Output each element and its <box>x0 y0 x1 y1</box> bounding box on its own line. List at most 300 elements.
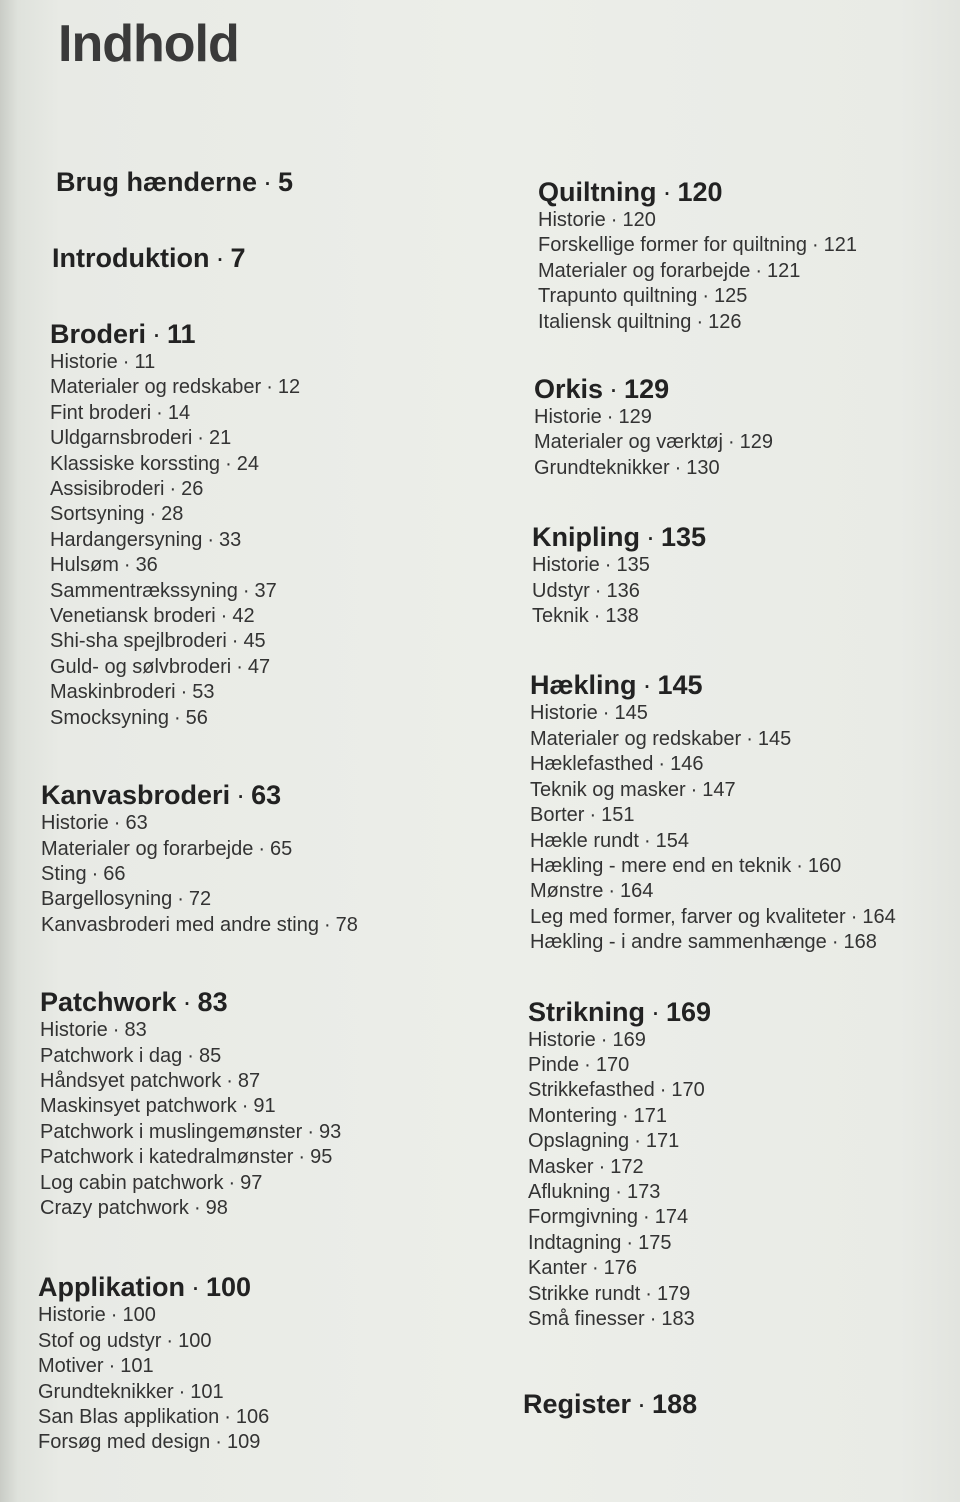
section-page-number: 63 <box>251 780 282 811</box>
entry-page-number: 164 <box>620 880 654 903</box>
entry-page-number: 66 <box>103 862 126 885</box>
separator-dot: · <box>598 1155 606 1178</box>
separator-dot: · <box>191 1272 200 1303</box>
entry-page-number: 121 <box>823 234 858 257</box>
section-entries <box>40 1018 470 1221</box>
toc-entry <box>50 528 470 553</box>
section-page-number: 83 <box>197 987 228 1018</box>
section-title: Patchwork <box>40 987 177 1018</box>
section-heading <box>52 242 470 274</box>
section-page-number: 11 <box>167 319 196 349</box>
entry-page-number: 183 <box>661 1308 695 1330</box>
entry-page-number: 98 <box>205 1196 228 1219</box>
separator-dot: · <box>166 1329 174 1352</box>
toc-entry <box>530 829 948 854</box>
separator-dot: · <box>323 913 331 936</box>
entry-page-number: 72 <box>188 888 212 911</box>
toc-entry <box>50 604 470 629</box>
entry-label: Log cabin patchwork <box>40 1171 224 1194</box>
separator-dot: · <box>220 605 228 628</box>
separator-dot: · <box>226 1069 233 1092</box>
separator-dot: · <box>690 778 698 801</box>
toc-entry <box>530 701 948 726</box>
entry-label: Forskellige former for quiltning <box>538 234 807 257</box>
toc-section-register <box>523 1388 948 1420</box>
entry-label: Materialer og forarbejde <box>538 259 751 282</box>
entry-label: Teknik <box>532 605 589 628</box>
entry-label: Crazy patchwork <box>40 1196 189 1219</box>
separator-dot: · <box>182 987 192 1018</box>
toc-section-kanvasbroderi <box>41 779 470 938</box>
entry-label: Kanter <box>528 1257 587 1280</box>
entry-label: Strikke rundt <box>528 1282 641 1305</box>
separator-dot: · <box>626 1231 634 1254</box>
separator-dot: · <box>755 259 763 282</box>
separator-dot: · <box>263 167 273 197</box>
separator-dot: · <box>187 1044 194 1067</box>
entry-page-number: 93 <box>318 1120 342 1143</box>
entry-page-number: 147 <box>702 778 736 801</box>
entry-label: Historie <box>528 1028 596 1051</box>
entry-page-number: 171 <box>645 1130 680 1153</box>
separator-dot: · <box>651 996 661 1027</box>
separator-dot: · <box>231 630 239 653</box>
entry-label: Uldgarnsbroderi <box>50 427 193 450</box>
separator-dot: · <box>225 452 232 475</box>
entry-label: Leg med former, farver og kvaliteter <box>530 905 846 928</box>
entry-page-number: 83 <box>124 1019 147 1042</box>
section-entries <box>534 405 948 481</box>
separator-dot: · <box>696 310 704 333</box>
entry-page-number: 24 <box>236 452 259 475</box>
entry-label: Sortsyning <box>50 503 145 526</box>
section-heading <box>534 373 948 405</box>
separator-dot: · <box>149 503 157 526</box>
section-title: Brug hænderne <box>56 167 258 197</box>
entry-label: Indtagning <box>528 1231 622 1254</box>
entry-label: Assisibroderi <box>50 478 165 501</box>
toc-entry <box>528 1078 948 1103</box>
entry-page-number: 138 <box>605 605 639 628</box>
entry-page-number: 63 <box>125 812 148 835</box>
toc-entry <box>41 862 470 887</box>
separator-dot: · <box>621 1104 629 1127</box>
separator-dot: · <box>584 1053 591 1076</box>
toc-section-applikation <box>38 1271 470 1455</box>
entry-page-number: 21 <box>208 427 232 450</box>
entry-page-number: 14 <box>167 401 191 424</box>
section-heading <box>538 176 948 208</box>
toc-entry <box>50 680 470 705</box>
separator-dot: · <box>610 209 618 231</box>
toc-entry <box>528 1155 948 1180</box>
toc-section-orkis <box>534 373 948 481</box>
separator-dot: · <box>122 351 130 373</box>
section-heading <box>528 996 948 1028</box>
toc-entry <box>50 706 470 731</box>
toc-entry <box>528 1104 948 1129</box>
toc-entry <box>534 430 948 455</box>
toc-entry <box>532 579 948 604</box>
toc-entry <box>528 1205 948 1230</box>
separator-dot: · <box>298 1146 306 1169</box>
entry-page-number: 65 <box>270 837 293 860</box>
separator-dot: · <box>156 401 163 424</box>
entry-page-number: 169 <box>612 1028 646 1051</box>
entry-page-number: 136 <box>606 579 640 602</box>
toc-entry <box>50 629 470 654</box>
section-heading <box>41 779 470 811</box>
toc-entry <box>40 1120 470 1145</box>
entry-page-number: 37 <box>254 579 277 602</box>
entry-page-number: 11 <box>134 351 156 373</box>
section-heading <box>38 1271 470 1303</box>
entry-page-number: 168 <box>843 931 877 954</box>
separator-dot: · <box>591 1257 599 1280</box>
section-title: Applikation <box>38 1272 185 1303</box>
toc-entry <box>528 1129 948 1154</box>
entry-label: Historie <box>50 351 118 373</box>
entry-label: Fint broderi <box>50 401 152 424</box>
entry-label: Forsøg med design <box>38 1431 211 1454</box>
toc-entry <box>538 208 948 233</box>
separator-dot: · <box>266 376 273 399</box>
toc-entry <box>50 452 470 477</box>
section-page-number: 135 <box>660 522 707 553</box>
toc-entry <box>38 1354 470 1379</box>
separator-dot: · <box>236 780 246 811</box>
entry-label: Teknik og masker <box>530 778 686 801</box>
entry-page-number: 120 <box>622 209 656 231</box>
page-title: Indhold <box>58 15 239 73</box>
entry-page-number: 47 <box>247 655 271 678</box>
toc-entry <box>41 811 470 836</box>
toc-entry <box>530 803 948 828</box>
toc-entry <box>38 1430 470 1455</box>
separator-dot: · <box>173 706 181 729</box>
section-heading <box>532 521 948 553</box>
separator-dot: · <box>169 478 177 501</box>
separator-dot: · <box>727 431 735 454</box>
section-heading <box>530 669 948 701</box>
separator-dot: · <box>178 1380 186 1403</box>
toc-entry <box>538 284 948 309</box>
separator-dot: · <box>110 1304 118 1327</box>
entry-label: Hækling - i andre sammenhænge <box>530 931 827 954</box>
separator-dot: · <box>236 655 243 678</box>
toc-entry <box>528 1282 948 1307</box>
entry-label: Venetiansk broderi <box>50 605 216 628</box>
entry-label: Trapunto quiltning <box>538 285 698 308</box>
separator-dot: · <box>307 1120 314 1143</box>
toc-entry <box>40 1145 470 1170</box>
entry-label: Historie <box>534 406 602 429</box>
toc-entry <box>534 456 948 481</box>
entry-page-number: 145 <box>614 702 648 725</box>
entry-label: Maskinsyet patchwork <box>40 1095 237 1118</box>
toc-left-column <box>40 166 470 1456</box>
entry-label: Materialer og forarbejde <box>41 837 254 860</box>
entry-page-number: 85 <box>198 1044 222 1067</box>
toc-entry <box>530 930 948 955</box>
entry-page-number: 106 <box>235 1406 270 1428</box>
separator-dot: · <box>215 243 225 273</box>
toc-entry <box>38 1303 470 1328</box>
separator-dot: · <box>645 522 655 553</box>
separator-dot: · <box>812 234 819 257</box>
section-page-number: 5 <box>278 167 294 197</box>
entry-label: Historie <box>41 812 109 835</box>
entry-label: Aflukning <box>528 1180 611 1203</box>
toc-entry <box>538 259 948 284</box>
section-entries <box>50 350 470 731</box>
section-title: Register <box>523 1389 632 1420</box>
separator-dot: · <box>674 456 682 479</box>
toc-entry <box>530 752 948 777</box>
section-title: Kanvasbroderi <box>41 780 231 811</box>
toc-entry <box>538 310 948 335</box>
entry-page-number: 146 <box>670 753 704 776</box>
separator-dot: · <box>241 1095 249 1118</box>
entry-page-number: 101 <box>120 1355 154 1378</box>
toc-entry <box>530 727 948 752</box>
entry-page-number: 129 <box>739 431 773 454</box>
section-heading <box>56 166 470 198</box>
toc-entry <box>530 854 948 879</box>
separator-dot: · <box>193 1196 201 1219</box>
entry-page-number: 172 <box>610 1155 644 1178</box>
separator-dot: · <box>615 1180 622 1203</box>
entry-label: Hæklefasthed <box>530 753 654 776</box>
entry-page-number: 175 <box>638 1231 672 1254</box>
entry-label: Patchwork i katedralmønster <box>40 1146 294 1169</box>
section-page-number: 7 <box>230 243 246 273</box>
entry-label: Grundteknikker <box>534 456 670 479</box>
toc-entry <box>530 905 948 930</box>
entry-page-number: 91 <box>253 1095 276 1118</box>
toc-right-column <box>523 176 948 1420</box>
entry-label: Grundteknikker <box>38 1380 174 1403</box>
entry-label: Bargellosyning <box>41 888 173 911</box>
entry-label: Udstyr <box>532 579 590 602</box>
toc-entry <box>41 913 470 938</box>
entry-page-number: 121 <box>767 259 801 282</box>
entry-label: Motiver <box>38 1355 104 1378</box>
toc-section-brug-haenderne <box>56 166 470 198</box>
section-entries <box>532 553 948 629</box>
entry-label: Guld- og sølvbroderi <box>50 655 232 678</box>
entry-page-number: 101 <box>190 1380 224 1403</box>
entry-label: Mønstre <box>530 880 604 903</box>
separator-dot: · <box>180 681 188 704</box>
toc-entry <box>528 1231 948 1256</box>
entry-page-number: 154 <box>655 829 689 852</box>
section-heading <box>50 318 470 350</box>
toc-entry <box>50 401 470 426</box>
entry-page-number: 145 <box>757 727 792 750</box>
entry-label: Masker <box>528 1155 594 1178</box>
separator-dot: · <box>637 1389 647 1420</box>
entry-label: Små finesser <box>528 1308 645 1330</box>
entry-page-number: 26 <box>181 478 204 501</box>
section-page-number: 145 <box>657 670 703 701</box>
entry-label: Italiensk quiltning <box>538 310 692 333</box>
separator-dot: · <box>702 285 710 308</box>
entry-page-number: 28 <box>161 503 184 526</box>
entry-page-number: 135 <box>616 554 650 577</box>
entry-label: Materialer og redskaber <box>530 727 742 750</box>
entry-page-number: 126 <box>708 310 742 333</box>
entry-label: Stof og udstyr <box>38 1329 162 1352</box>
toc-entry <box>50 553 470 578</box>
toc-entry <box>528 1256 948 1281</box>
entry-label: Historie <box>532 554 600 577</box>
toc-entry <box>534 405 948 430</box>
toc-entry <box>528 1028 948 1053</box>
entry-page-number: 109 <box>226 1431 261 1454</box>
section-heading <box>40 986 470 1018</box>
toc-section-haekling <box>530 669 948 955</box>
entry-label: Strikkefasthed <box>528 1079 655 1102</box>
entry-label: Opslagning <box>528 1130 630 1153</box>
separator-dot: · <box>634 1130 641 1153</box>
entry-label: Historie <box>38 1304 106 1327</box>
toc-entry <box>50 426 470 451</box>
toc-entry <box>40 1196 470 1221</box>
toc-section-broderi <box>50 318 470 731</box>
toc-entry <box>40 1171 470 1196</box>
toc-entry <box>50 477 470 502</box>
toc-entry <box>50 655 470 680</box>
toc-entry <box>40 1094 470 1119</box>
entry-label: Historie <box>40 1019 108 1042</box>
toc-entry <box>50 350 470 375</box>
separator-dot: · <box>643 1206 650 1229</box>
toc-section-patchwork <box>40 986 470 1221</box>
entry-page-number: 42 <box>232 605 255 628</box>
separator-dot: · <box>643 829 651 852</box>
toc-entry <box>38 1380 470 1405</box>
section-page-number: 129 <box>624 374 670 405</box>
separator-dot: · <box>589 804 597 827</box>
section-title: Knipling <box>532 522 640 553</box>
section-title: Quiltning <box>538 177 657 207</box>
entry-page-number: 33 <box>219 528 242 551</box>
entry-page-number: 100 <box>178 1329 212 1352</box>
toc-entry <box>528 1307 948 1332</box>
toc-entry <box>40 1018 470 1043</box>
separator-dot: · <box>606 406 614 429</box>
section-entries <box>528 1028 948 1333</box>
entry-label: Patchwork i muslingemønster <box>40 1120 303 1143</box>
entry-page-number: 179 <box>656 1282 691 1305</box>
separator-dot: · <box>658 753 666 776</box>
separator-dot: · <box>207 528 214 551</box>
toc-entry <box>40 1044 470 1069</box>
entry-label: Hækle rundt <box>530 829 639 852</box>
entry-label: Hækling - mere end en teknik <box>530 854 792 877</box>
entry-label: Smocksyning <box>50 706 169 729</box>
separator-dot: · <box>649 1308 657 1330</box>
separator-dot: · <box>112 1019 120 1042</box>
entry-label: Materialer og redskaber <box>50 376 262 399</box>
separator-dot: · <box>224 1406 231 1428</box>
entry-page-number: 176 <box>603 1257 637 1280</box>
toc-entry <box>50 375 470 400</box>
entry-label: Materialer og værktøj <box>534 431 723 454</box>
separator-dot: · <box>609 374 619 405</box>
separator-dot: · <box>604 554 612 577</box>
entry-label: Håndsyet patchwork <box>40 1069 222 1092</box>
entry-label: Shi-sha spejlbroderi <box>50 630 227 653</box>
entry-page-number: 171 <box>633 1104 667 1127</box>
entry-label: Hulsøm <box>50 554 119 577</box>
separator-dot: · <box>659 1079 667 1102</box>
toc-entry <box>38 1405 470 1430</box>
entry-label: Borter <box>530 804 585 827</box>
entry-page-number: 36 <box>135 554 158 577</box>
entry-page-number: 151 <box>601 804 635 827</box>
entry-page-number: 97 <box>240 1171 263 1194</box>
toc-entry <box>41 887 470 912</box>
separator-dot: · <box>746 727 753 750</box>
toc-entry <box>532 553 948 578</box>
separator-dot: · <box>258 837 266 860</box>
separator-dot: · <box>108 1355 116 1378</box>
separator-dot: · <box>645 1282 652 1305</box>
separator-dot: · <box>91 862 99 885</box>
toc-entry <box>40 1069 470 1094</box>
entry-page-number: 170 <box>595 1053 630 1076</box>
toc-entry <box>538 233 948 258</box>
entry-label: San Blas applikation <box>38 1406 220 1428</box>
entry-label: Klassiske korssting <box>50 452 221 475</box>
entry-page-number: 87 <box>237 1069 261 1092</box>
separator-dot: · <box>608 880 616 903</box>
separator-dot: · <box>831 931 839 954</box>
separator-dot: · <box>123 554 131 577</box>
entry-label: Patchwork i dag <box>40 1044 183 1067</box>
section-entries <box>38 1303 470 1455</box>
entry-label: Pinde <box>528 1053 580 1076</box>
section-page-number: 169 <box>666 996 712 1027</box>
section-page-number: 100 <box>206 1272 252 1303</box>
entry-page-number: 160 <box>807 854 842 877</box>
separator-dot: · <box>600 1028 608 1051</box>
section-title: Broderi <box>50 319 147 349</box>
separator-dot: · <box>242 579 250 602</box>
entry-page-number: 174 <box>654 1206 689 1229</box>
entry-page-number: 78 <box>335 913 358 936</box>
section-heading <box>523 1388 948 1420</box>
section-page-number: 120 <box>677 177 723 207</box>
entry-label: Montering <box>528 1104 617 1127</box>
section-title: Strikning <box>528 996 646 1027</box>
toc-entry <box>50 502 470 527</box>
entry-page-number: 100 <box>122 1304 156 1327</box>
entry-page-number: 53 <box>192 681 215 704</box>
section-title: Orkis <box>534 374 604 405</box>
entry-label: Historie <box>538 209 606 231</box>
toc-entry <box>528 1053 948 1078</box>
entry-page-number: 125 <box>714 285 748 308</box>
toc-section-quiltning <box>538 176 948 335</box>
section-entries <box>530 701 948 955</box>
section-entries <box>538 208 948 335</box>
separator-dot: · <box>593 605 601 628</box>
entry-label: Hardangersyning <box>50 528 203 551</box>
entry-page-number: 170 <box>671 1079 705 1102</box>
